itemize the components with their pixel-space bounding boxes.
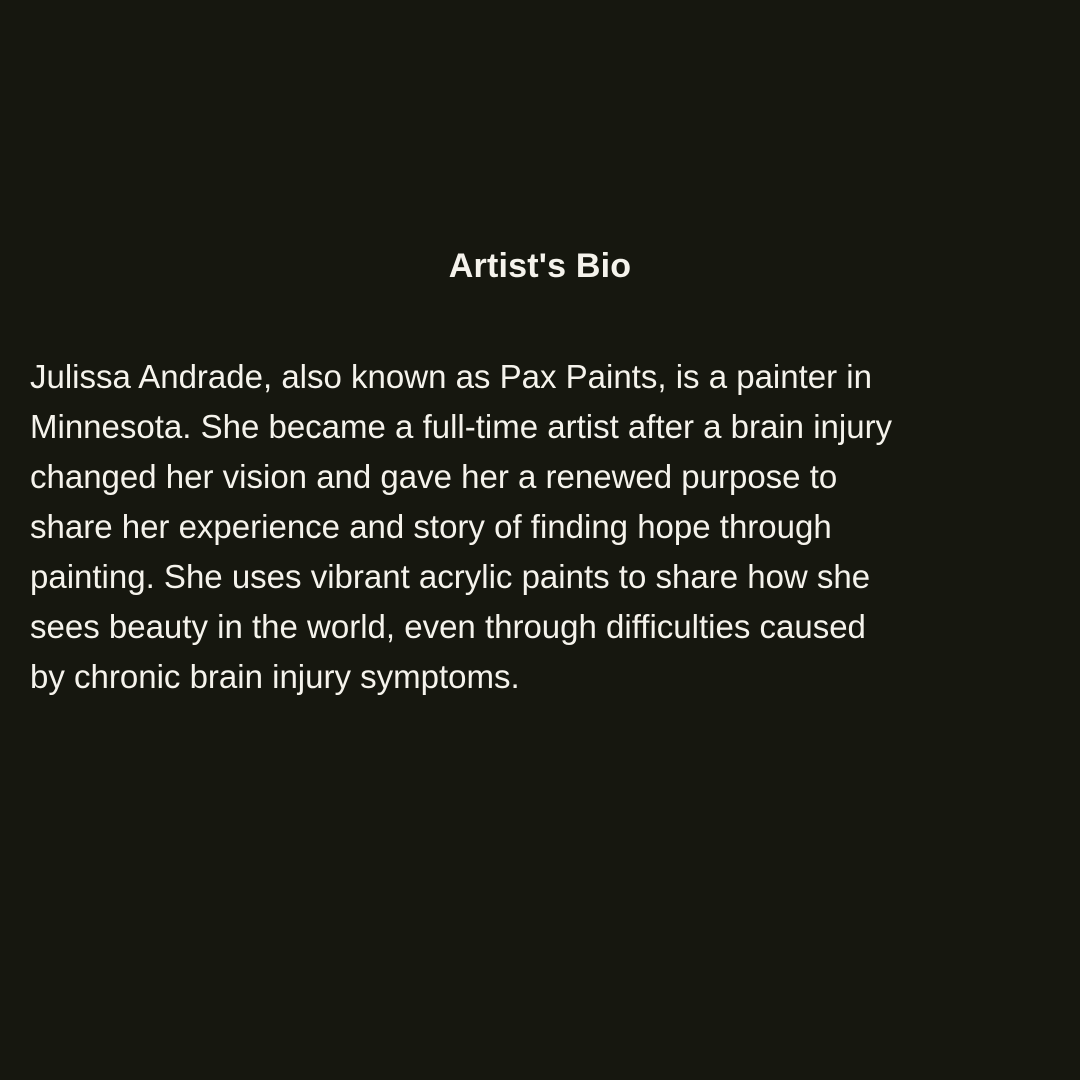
bio-line: Minnesota. She became a full-time artist after a brain injury: [30, 408, 893, 445]
bio-line: Julissa Andrade, also known as Pax Paints, is a painter in: [30, 358, 872, 395]
bio-line: painting. She uses vibrant acrylic paints to share how she: [30, 558, 871, 595]
bio-line: changed her vision and gave her a renewed purpose to: [30, 458, 838, 495]
bio-line: by chronic brain injury symptoms.: [30, 658, 520, 695]
page-title: Artist's Bio: [448, 247, 632, 285]
bio-paragraph: [30, 352, 1062, 702]
bio-line: share her experience and story of finding hope through: [30, 508, 832, 545]
bio-line: sees beauty in the world, even through difficulties caused: [30, 608, 866, 645]
